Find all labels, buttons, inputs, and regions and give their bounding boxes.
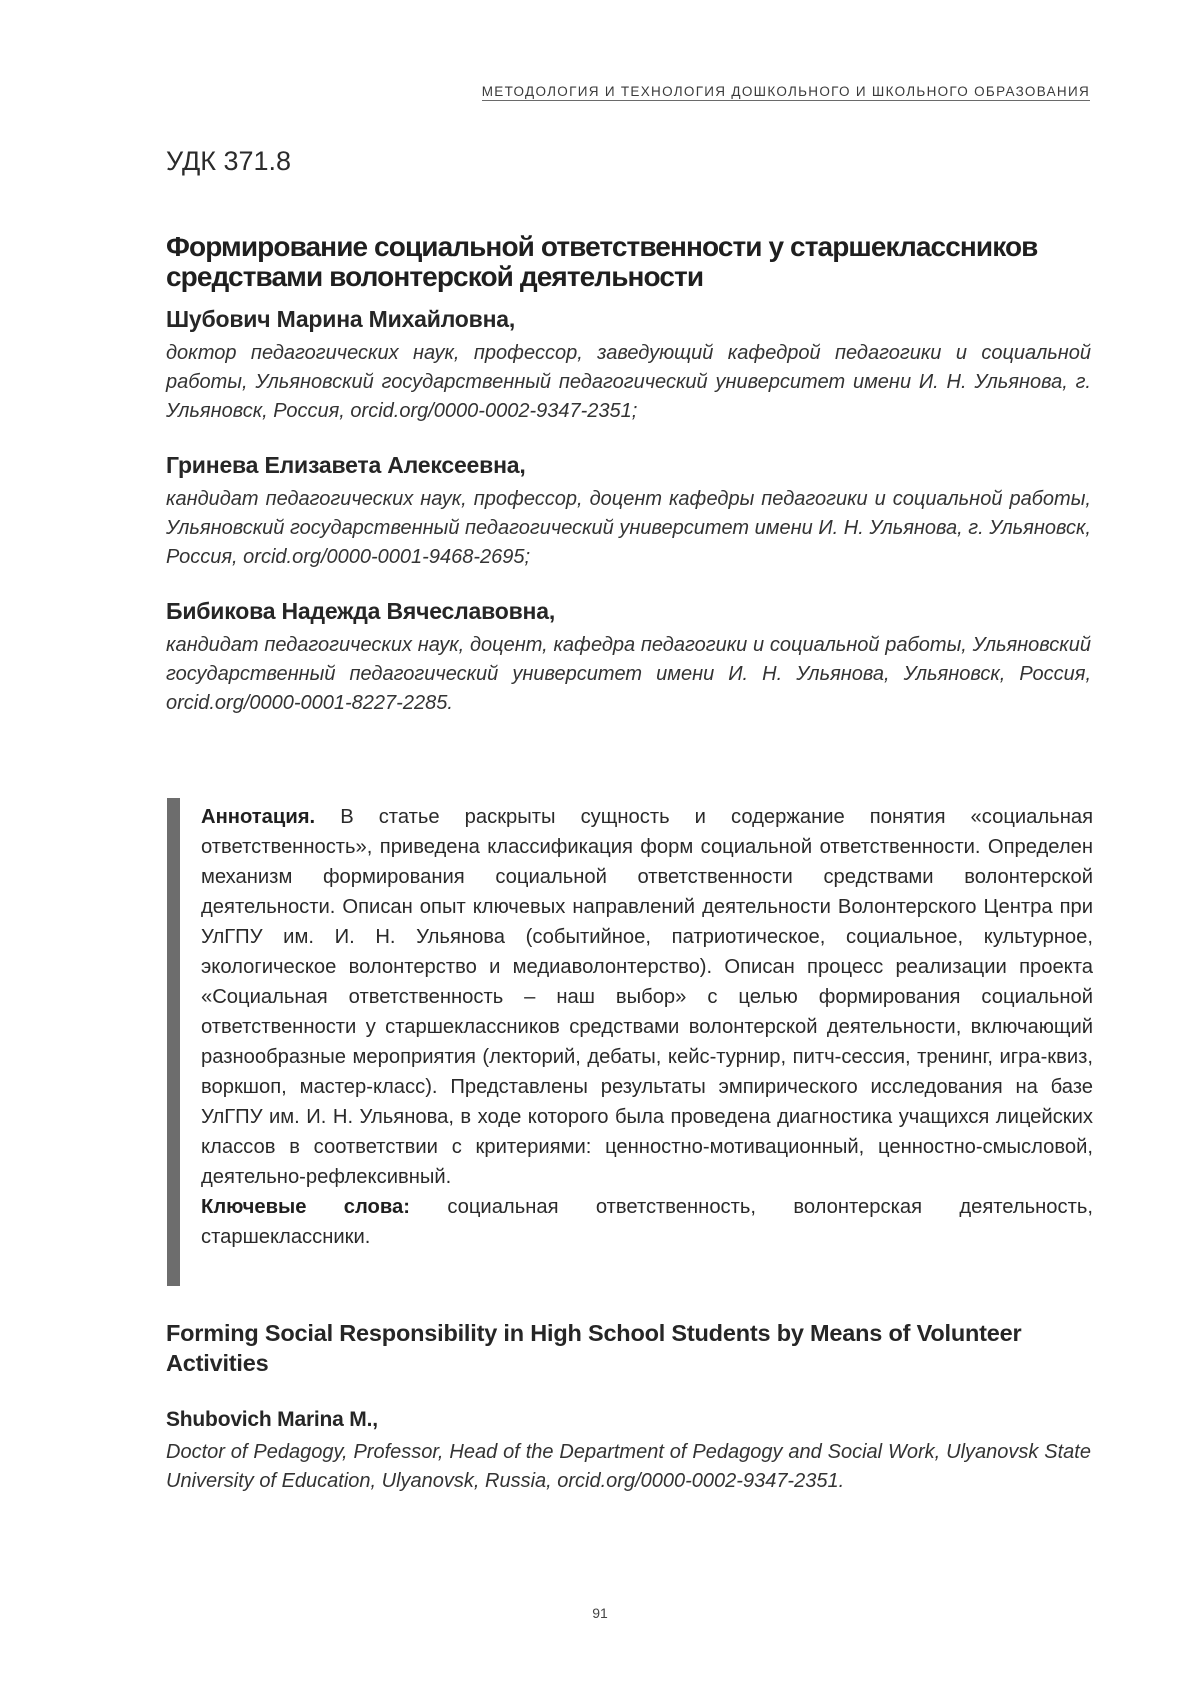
author-block-3 — [166, 598, 1091, 718]
abstract-box — [167, 798, 1092, 1286]
abstract-accent-bar — [167, 798, 180, 1286]
author-block-1 — [166, 306, 1091, 426]
article-title-line-2: средствами волонтерской деятельности — [166, 261, 704, 292]
author-block-2 — [166, 452, 1091, 572]
author-affiliation: кандидат педагогических наук, доцент, кафедра педагогики и социальной работы, Ульяновский государственный педагогический университет имени И. Н. Ульянова, Ульяновск, Россия, orcid.org/0000-0001-8227-2285. — [166, 634, 1091, 714]
abstract-text — [201, 802, 1093, 1252]
author-name: Гринева Елизавета Алексеевна, — [166, 452, 526, 478]
running-head — [300, 84, 1090, 99]
english-author-block — [166, 1408, 1091, 1496]
english-title: Forming Social Responsibility in High School Students by Means of Volunteer Activities — [166, 1320, 1022, 1376]
author-name: Бибикова Надежда Вячеславовна, — [166, 598, 556, 624]
running-head-text: МЕТОДОЛОГИЯ И ТЕХНОЛОГИЯ ДОШКОЛЬНОГО И ШКОЛЬНОГО ОБРАЗОВАНИЯ — [481, 84, 1090, 99]
page-number: 91 — [592, 1605, 608, 1621]
keywords-value: социальная ответственность, волонтерская деятельность, старшеклассники. — [201, 1196, 1093, 1248]
english-author-affiliation: Doctor of Pedagogy, Professor, Head of the Department of Pedagogy and Social Work, Ulyanovsk State University of Education, Ulyanovsk, Russia, orcid.org/0000-0002-9347-2351. — [166, 1441, 1091, 1492]
article-title — [166, 232, 1096, 292]
author-affiliation: кандидат педагогических наук, профессор, доцент кафедры педагогики и социальной работы, Ульяновский государственный педагогический университет имени И. Н. Ульянова, г. Ульяновск, Россия, orcid.org/0000-0001-9468-2695; — [166, 488, 1091, 568]
udk-code: УДК 371.8 — [166, 146, 292, 176]
english-author-name: Shubovich Marina M., — [166, 1408, 378, 1431]
author-affiliation: доктор педагогических наук, профессор, заведующий кафедрой педагогики и социальной работы, Ульяновский государственный педагогический университет имени И. Н. Ульянова, г. Ульяновск, Россия, orcid.org/0000-0002-9347-2351; — [166, 342, 1091, 422]
abstract-body: В статье раскрыты сущность и содержание понятия «социальная ответственность», приведена классификация форм социальной ответственности. Определен механизм формирования социальной ответственности средствами волонтерской деятельности. Описан опыт ключевых направлений деятельности Волонтерского Центра при УлГПУ им. И. Н. Ульянова (событийное, патриотическое, социальное, культурное, экологическое волонтерство и медиаволонтерство). Описан процесс реализации проекта «Социальная ответственность – наш выбор» с целью формирования социальной ответственности у старшеклассников средствами волонтерской деятельности, включающий разнообразные мероприятия (лекторий, дебаты, кейс-турнир, питч-сессия, тренинг, игра-квиз, воркшоп, мастер-класс). Представлены результаты эмпирического исследования на базе УлГПУ им. И. Н. Ульянова, в ходе которого была проведена диагностика учащихся лицейских классов в соответствии с критериями: ценностно-мотивационный, ценностно-смысловой, деятельно-рефлексивный. — [201, 806, 1094, 1188]
keywords-label: Ключевые слова: — [201, 1196, 410, 1218]
abstract-label: Аннотация. — [201, 806, 316, 828]
article-title-line-1: Формирование социальной ответственности у старшеклассников — [166, 231, 1038, 262]
author-name: Шубович Марина Михайловна, — [166, 306, 516, 332]
